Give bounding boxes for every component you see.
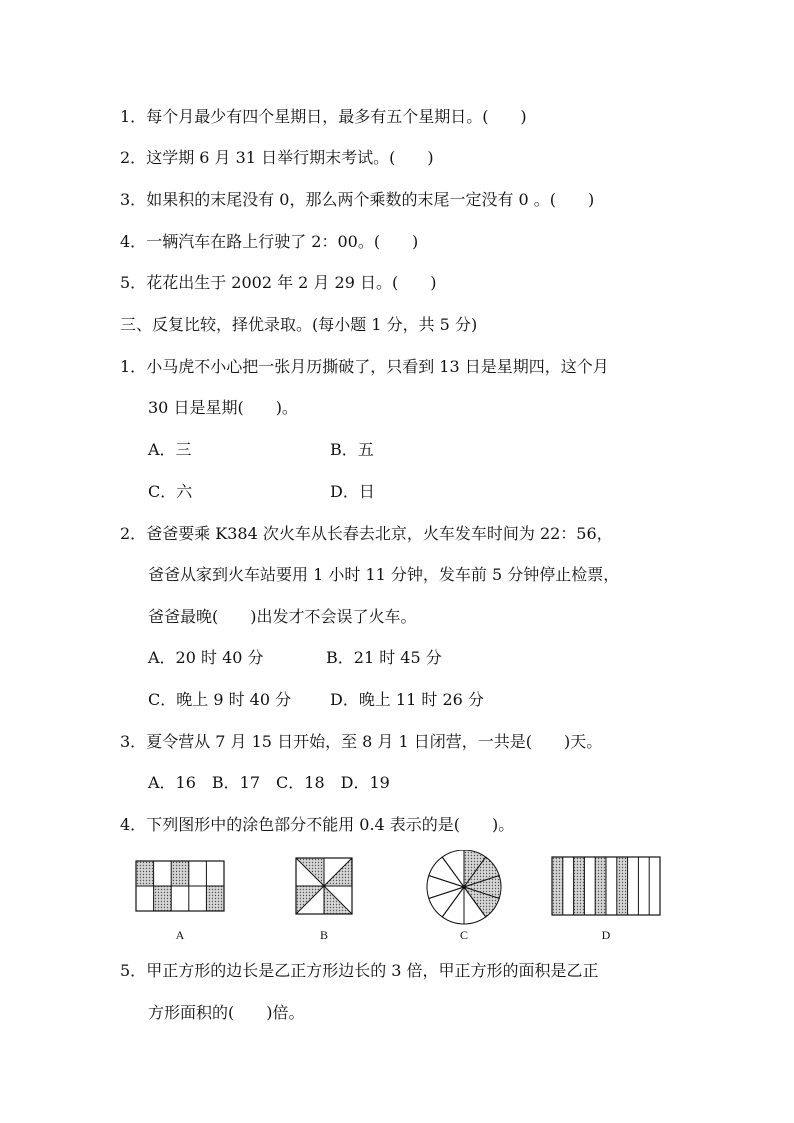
section-3-title: 三、反复比较，择优录取。(每小题 1 分，共 5 分): [120, 315, 478, 334]
choice-q1-line1: 小马虎不小心把一张月历撕破了，只看到 13 日是星期四，这个月: [146, 357, 609, 376]
q2-option-d: D．晚上 11 时 26 分: [330, 690, 484, 709]
choice-q2-line3: 爸爸最晚( )出发才不会误了火车。: [148, 607, 417, 626]
choice-q5-line2: 方形面积的( )倍。: [148, 1003, 305, 1022]
judge-item-2: 2．这学期 6 月 31 日举行期末考试。( ): [120, 148, 434, 167]
figure-label-c: C: [459, 928, 468, 942]
judge-item-5: 5．花花出生于 2002 年 2 月 29 日。( ): [120, 273, 437, 292]
judge-item-3-text: 如果积的末尾没有 0，那么两个乘数的末尾一定没有 0 。( ): [146, 190, 595, 209]
figure-d-strips: [552, 857, 660, 915]
figure-label-a: A: [175, 928, 185, 942]
q1-option-a: A．三: [148, 440, 192, 459]
figure-label-d: D: [601, 928, 611, 942]
q3-options: A．16 B．17 C．18 D．19: [148, 773, 390, 792]
q2-option-c: C．晚上 9 时 40 分: [148, 690, 292, 709]
choice-q2: 2．爸爸要乘 K384 次火车从长春去北京，火车发车时间为 22：56，: [120, 524, 613, 543]
judge-item-4-text: 一辆汽车在路上行驶了 2：00。( ): [146, 232, 419, 251]
figure-label-b: B: [319, 928, 328, 942]
figure-a-grid: [136, 861, 224, 911]
figure-b-square: [296, 858, 352, 914]
q2-option-b: B．21 时 45 分: [326, 648, 442, 667]
judge-item-1-text: 每个月最少有四个星期日，最多有五个星期日。( ): [146, 107, 527, 126]
choice-q2-line1: 爸爸要乘 K384 次火车从长春去北京，火车发车时间为 22：56，: [146, 524, 613, 543]
choice-q3-line1: 夏令营从 7 月 15 日开始，至 8 月 1 日闭营，一共是( )天。: [146, 732, 603, 751]
choice-q2-line2: 爸爸从家到火车站要用 1 小时 11 分钟，发车前 5 分钟停止检票，: [148, 565, 620, 584]
choice-q5-line1: 甲正方形的边长是乙正方形边长的 3 倍，甲正方形的面积是乙正: [146, 961, 599, 980]
choice-q5: 5．甲正方形的边长是乙正方形边长的 3 倍，甲正方形的面积是乙正: [120, 961, 599, 980]
q1-option-d: D．日: [330, 482, 375, 501]
q1-option-c: C．六: [148, 482, 193, 501]
circle-sector: [429, 857, 464, 887]
judge-item-4: 4．一辆汽车在路上行驶了 2：00。( ): [120, 232, 419, 251]
choice-q1: 1．小马虎不小心把一张月历撕破了，只看到 13 日是星期四，这个月: [120, 357, 609, 376]
circle-sector: [429, 887, 464, 917]
choice-q4-line1: 下列图形中的涂色部分不能用 0.4 表示的是( )。: [146, 815, 515, 834]
judge-item-3: 3．如果积的末尾没有 0，那么两个乘数的末尾一定没有 0 。( ): [120, 190, 595, 209]
q2-option-a: A．20 时 40 分: [148, 648, 264, 667]
judge-item-5-text: 花花出生于 2002 年 2 月 29 日。( ): [146, 273, 437, 292]
choice-q3: 3．夏令营从 7 月 15 日开始，至 8 月 1 日闭营，一共是( )天。: [120, 732, 603, 751]
choice-q1-line2: 30 日是星期( )。: [148, 398, 298, 417]
q4-figures: [0, 850, 794, 970]
judge-item-1: 1．每个月最少有四个星期日，最多有五个星期日。( ): [120, 107, 527, 126]
judge-item-2-text: 这学期 6 月 31 日举行期末考试。( ): [146, 148, 434, 167]
choice-q4: 4．下列图形中的涂色部分不能用 0.4 表示的是( )。: [120, 815, 515, 834]
figure-c-circle: [427, 850, 501, 924]
q1-option-b: B．五: [330, 440, 374, 459]
